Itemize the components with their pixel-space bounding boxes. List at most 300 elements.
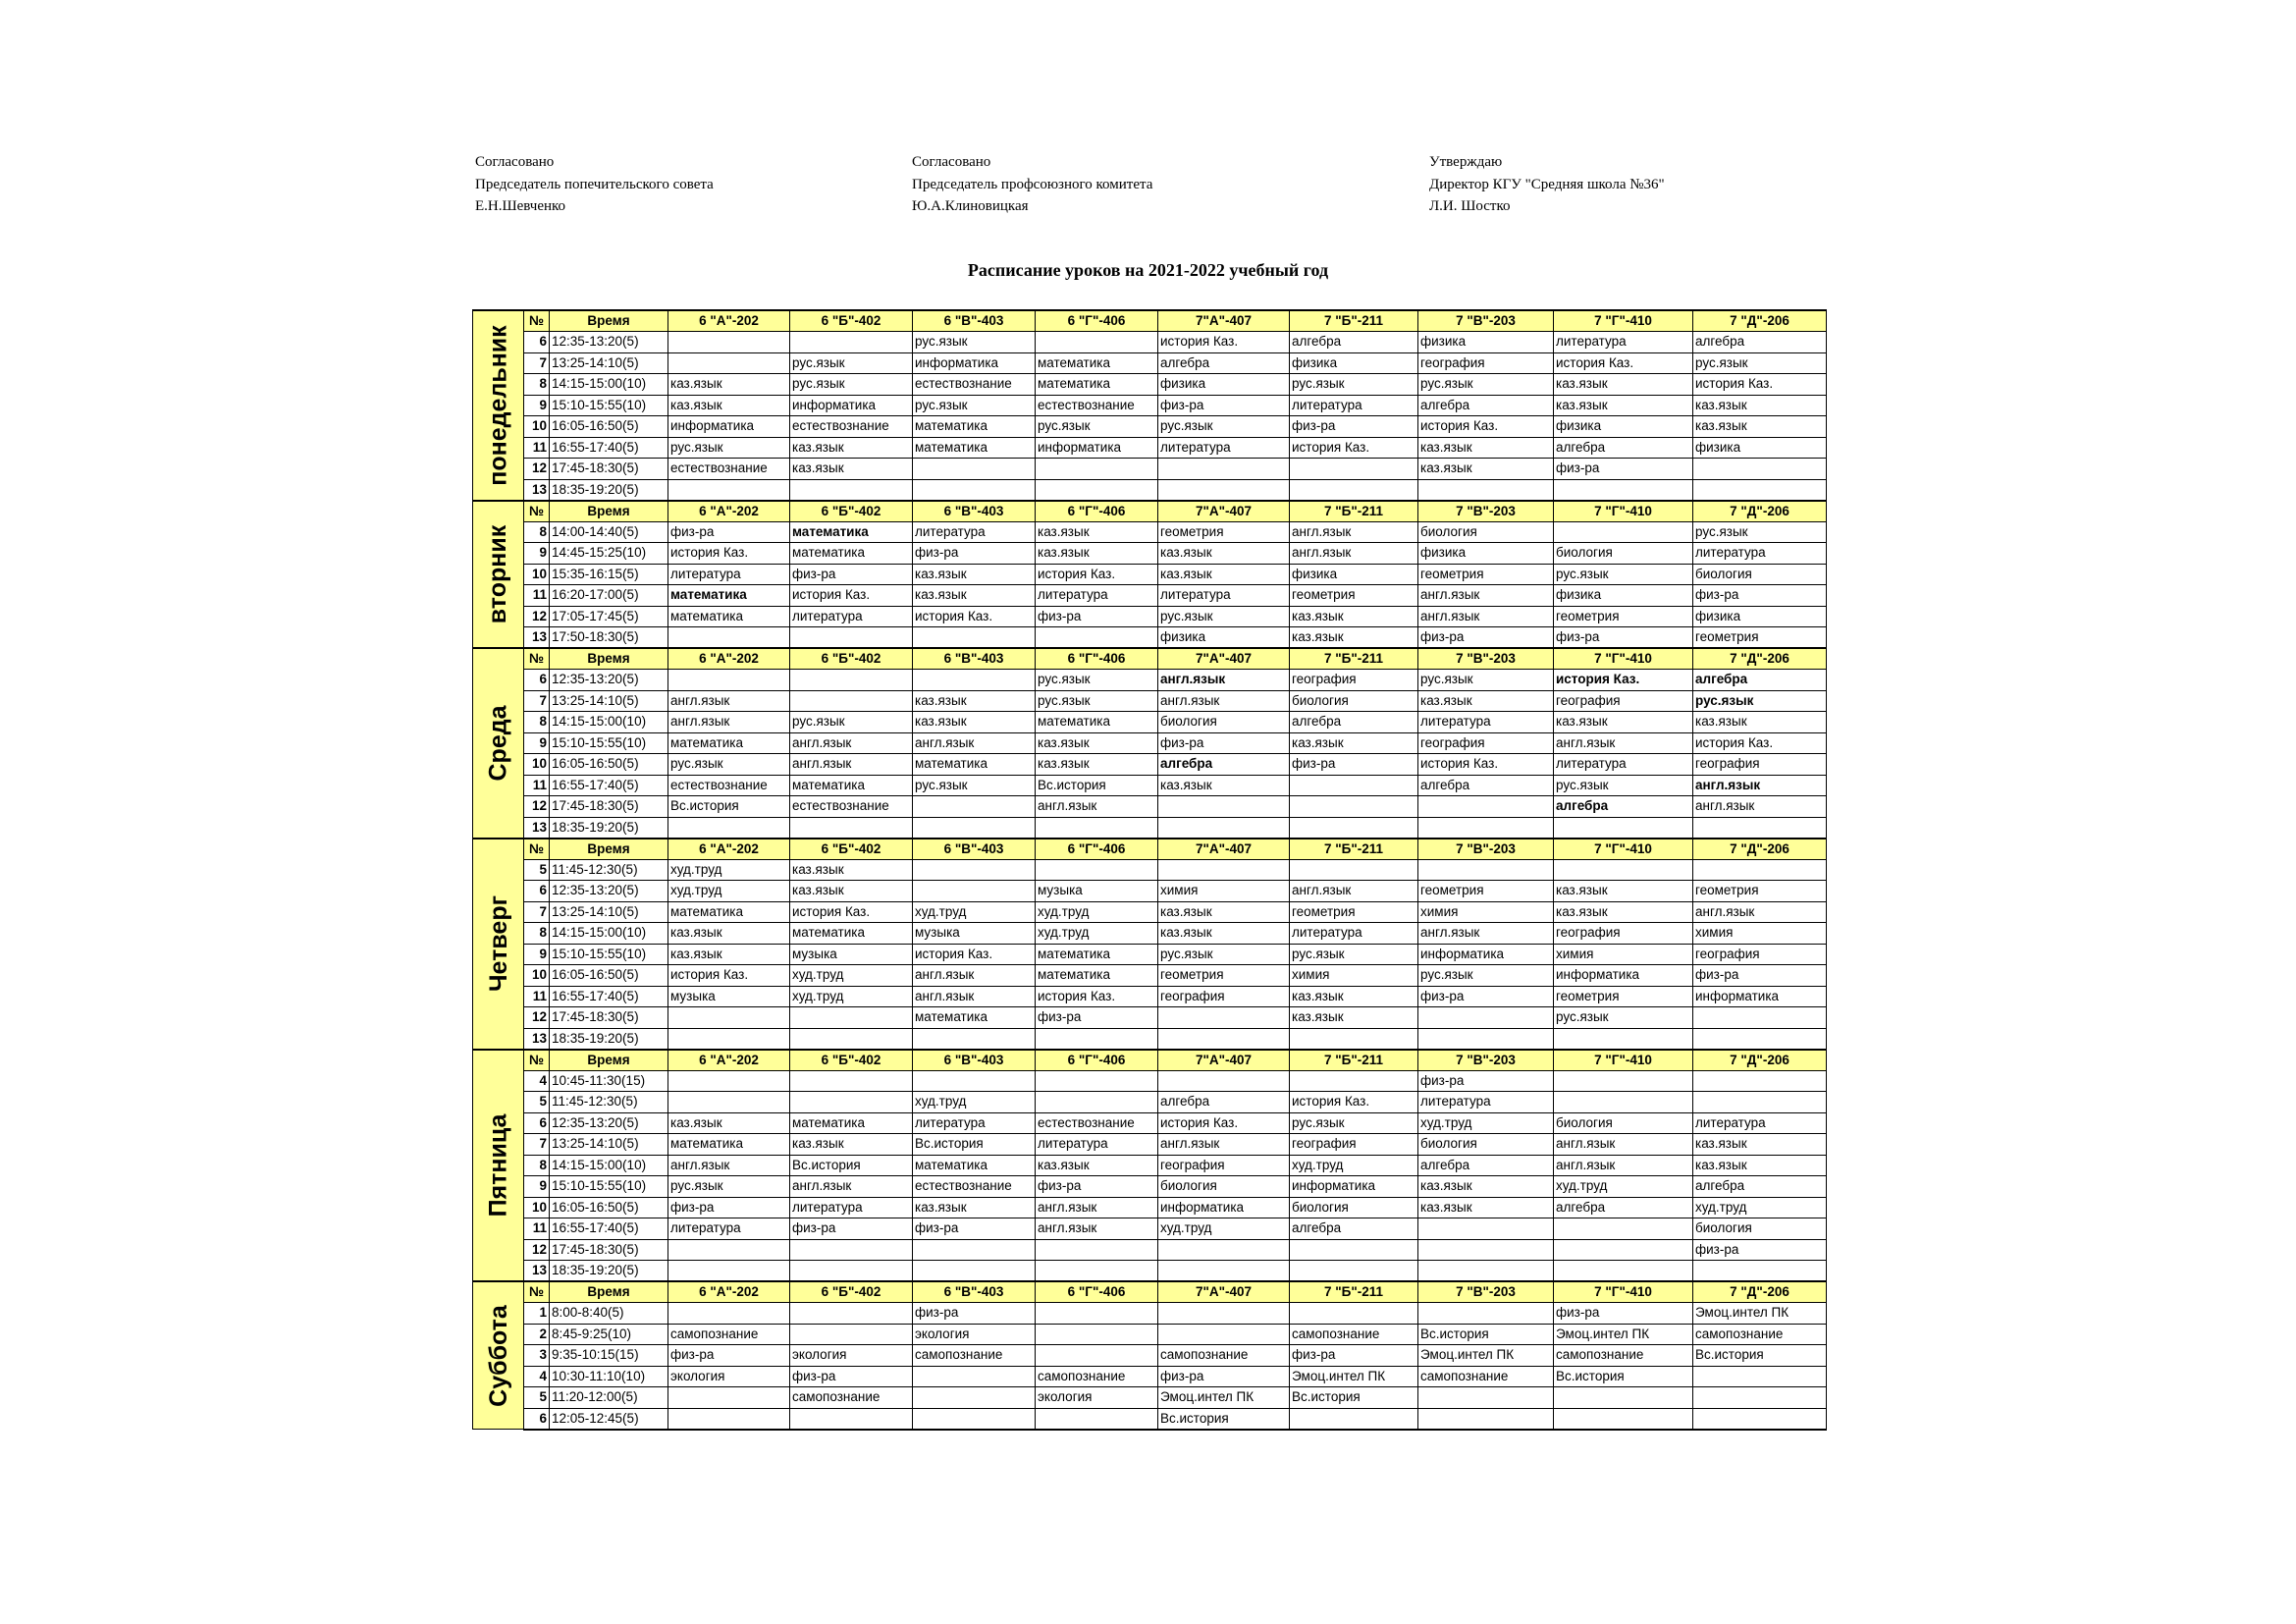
lesson-time: 14:15-15:00(10) <box>550 374 668 396</box>
subject-cell: биология <box>1554 543 1693 565</box>
subject-cell <box>913 881 1036 902</box>
subject-cell <box>913 1070 1036 1092</box>
subject-cell: англ.язык <box>790 732 913 754</box>
subject-cell: физика <box>1693 437 1827 459</box>
subject-cell: Вс.история <box>790 1155 913 1176</box>
subject-cell: физ-ра <box>1036 606 1158 627</box>
subject-cell <box>790 1070 913 1092</box>
subject-cell: химия <box>1158 881 1290 902</box>
subject-cell <box>1693 1092 1827 1113</box>
subject-cell: каз.язык <box>668 1112 790 1134</box>
subject-cell <box>1693 1070 1827 1092</box>
lesson-row <box>473 564 1827 585</box>
subject-cell: биология <box>1158 1176 1290 1198</box>
subject-cell <box>668 352 790 374</box>
subject-cell: физ-ра <box>1418 1070 1554 1092</box>
header-class: 7 "Б"-211 <box>1290 1281 1418 1303</box>
lesson-time: 13:25-14:10(5) <box>550 690 668 712</box>
lesson-number: 11 <box>524 775 550 796</box>
subject-cell: Вс.история <box>1158 1408 1290 1430</box>
subject-cell <box>1036 1070 1158 1092</box>
subject-cell <box>1418 1303 1554 1325</box>
header-class: 7 "Д"-206 <box>1693 310 1827 332</box>
lesson-number: 6 <box>524 881 550 902</box>
subject-cell: математика <box>913 437 1036 459</box>
subject-cell: худ.труд <box>913 901 1036 923</box>
day-name: понедельник <box>484 325 512 486</box>
subject-cell: алгебра <box>1554 796 1693 818</box>
subject-cell <box>1036 859 1158 881</box>
subject-cell: география <box>1418 352 1554 374</box>
lesson-row <box>473 1155 1827 1176</box>
subject-cell: геометрия <box>1693 627 1827 649</box>
lesson-number: 8 <box>524 712 550 733</box>
header-class: 6 "Г"-406 <box>1036 501 1158 522</box>
subject-cell: худ.труд <box>1036 901 1158 923</box>
lesson-number: 6 <box>524 670 550 691</box>
subject-cell: алгебра <box>1158 1092 1290 1113</box>
lesson-time: 18:35-19:20(5) <box>550 817 668 839</box>
subject-cell: худ.труд <box>668 859 790 881</box>
subject-cell: биология <box>1290 690 1418 712</box>
subject-cell: алгебра <box>1290 1218 1418 1240</box>
lesson-row <box>473 1092 1827 1113</box>
subject-cell: каз.язык <box>668 944 790 965</box>
subject-cell <box>913 1408 1036 1430</box>
subject-cell: алгебра <box>1158 352 1290 374</box>
subject-cell: самопознание <box>1290 1324 1418 1345</box>
subject-cell: каз.язык <box>1693 416 1827 438</box>
header-class: 7 "Б"-211 <box>1290 1050 1418 1071</box>
subject-cell: рус.язык <box>1693 352 1827 374</box>
subject-cell: Вс.история <box>1036 775 1158 796</box>
subject-cell: физ-ра <box>1158 732 1290 754</box>
subject-cell <box>668 817 790 839</box>
subject-cell: рус.язык <box>668 754 790 776</box>
subject-cell: математика <box>1036 712 1158 733</box>
subject-cell <box>1158 1239 1290 1261</box>
subject-cell <box>1554 1387 1693 1409</box>
subject-cell: физ-ра <box>1290 416 1418 438</box>
header-class: 7 "Б"-211 <box>1290 839 1418 860</box>
subject-cell: геометрия <box>1554 986 1693 1007</box>
day-label-cell <box>473 648 524 839</box>
subject-cell <box>1693 1261 1827 1282</box>
document-title: Расписание уроков на 2021-2022 учебный год <box>967 260 1329 280</box>
subject-cell: история Каз. <box>1290 1092 1418 1113</box>
subject-cell <box>668 1408 790 1430</box>
subject-cell: литература <box>668 1218 790 1240</box>
subject-cell: худ.труд <box>1554 1176 1693 1198</box>
subject-cell: англ.язык <box>1693 901 1827 923</box>
lesson-number: 13 <box>524 1028 550 1050</box>
subject-cell: литература <box>1158 437 1290 459</box>
lesson-time: 18:35-19:20(5) <box>550 1261 668 1282</box>
subject-cell <box>1290 775 1418 796</box>
lesson-number: 8 <box>524 923 550 945</box>
lesson-row <box>473 627 1827 649</box>
lesson-time: 18:35-19:20(5) <box>550 1028 668 1050</box>
header-class: 6 "А"-202 <box>668 310 790 332</box>
lesson-number: 13 <box>524 1261 550 1282</box>
lesson-time: 18:35-19:20(5) <box>550 479 668 501</box>
subject-cell: литература <box>1036 585 1158 607</box>
subject-cell: Вс.история <box>668 796 790 818</box>
subject-cell <box>1036 459 1158 480</box>
subject-cell: экология <box>790 1345 913 1367</box>
subject-cell <box>1036 1324 1158 1345</box>
lesson-time: 16:05-16:50(5) <box>550 965 668 987</box>
subject-cell <box>668 1387 790 1409</box>
lesson-time: 16:55-17:40(5) <box>550 775 668 796</box>
subject-cell: информатика <box>1290 1176 1418 1198</box>
subject-cell: рус.язык <box>790 352 913 374</box>
lesson-time: 12:35-13:20(5) <box>550 1112 668 1134</box>
subject-cell <box>668 627 790 649</box>
subject-cell: география <box>1418 732 1554 754</box>
subject-cell <box>1418 817 1554 839</box>
lesson-time: 14:15-15:00(10) <box>550 1155 668 1176</box>
subject-cell: англ.язык <box>1418 923 1554 945</box>
subject-cell: естествознание <box>668 775 790 796</box>
subject-cell <box>1554 817 1693 839</box>
subject-cell: алгебра <box>1418 1155 1554 1176</box>
subject-cell: рус.язык <box>1418 670 1554 691</box>
lesson-row <box>473 395 1827 416</box>
lesson-row <box>473 1387 1827 1409</box>
subject-cell <box>1036 1408 1158 1430</box>
lesson-row <box>473 1218 1827 1240</box>
lesson-time: 16:55-17:40(5) <box>550 437 668 459</box>
lesson-number: 4 <box>524 1070 550 1092</box>
subject-cell: естествознание <box>913 374 1036 396</box>
subject-cell: физ-ра <box>668 521 790 543</box>
subject-cell <box>1036 1028 1158 1050</box>
header-class: 7 "Г"-410 <box>1554 501 1693 522</box>
subject-cell: рус.язык <box>1554 1007 1693 1029</box>
subject-cell <box>1158 1070 1290 1092</box>
subject-cell: химия <box>1290 965 1418 987</box>
subject-cell: история Каз. <box>1554 670 1693 691</box>
subject-cell: англ.язык <box>1418 585 1554 607</box>
approval-line: Согласовано <box>475 154 555 170</box>
subject-cell: химия <box>1554 944 1693 965</box>
header-class: 7 "В"-203 <box>1418 310 1554 332</box>
subject-cell: физ-ра <box>790 1218 913 1240</box>
subject-cell: Эмоц.интел ПК <box>1418 1345 1554 1367</box>
subject-cell <box>1036 1261 1158 1282</box>
subject-cell: музыка <box>1036 881 1158 902</box>
subject-cell <box>1693 1028 1827 1050</box>
approval-line: Председатель профсоюзного комитета <box>912 176 1153 192</box>
subject-cell: математика <box>790 1112 913 1134</box>
lesson-time: 16:55-17:40(5) <box>550 1218 668 1240</box>
subject-cell <box>1418 796 1554 818</box>
lesson-number: 11 <box>524 437 550 459</box>
subject-cell: каз.язык <box>790 859 913 881</box>
schedule-wrapper <box>472 309 1827 1431</box>
header-time: Время <box>550 1281 668 1303</box>
subject-cell <box>913 796 1036 818</box>
subject-cell: физика <box>1418 332 1554 353</box>
lesson-number: 9 <box>524 732 550 754</box>
subject-cell: каз.язык <box>790 437 913 459</box>
subject-cell: каз.язык <box>913 585 1036 607</box>
header-class: 7"А"-407 <box>1158 310 1290 332</box>
day-name: Четверг <box>484 894 512 993</box>
subject-cell <box>790 817 913 839</box>
subject-cell: худ.труд <box>1290 1155 1418 1176</box>
lesson-row <box>473 881 1827 902</box>
subject-cell: естествознание <box>668 459 790 480</box>
header-class: 7 "Д"-206 <box>1693 1281 1827 1303</box>
lesson-number: 10 <box>524 1197 550 1218</box>
subject-cell: рус.язык <box>1158 606 1290 627</box>
subject-cell <box>1554 1218 1693 1240</box>
subject-cell: каз.язык <box>1418 690 1554 712</box>
subject-cell: история Каз. <box>1290 437 1418 459</box>
subject-cell <box>1290 1408 1418 1430</box>
subject-cell: история Каз. <box>1158 332 1290 353</box>
subject-cell <box>1158 459 1290 480</box>
lesson-row <box>473 670 1827 691</box>
subject-cell <box>1036 817 1158 839</box>
subject-cell: англ.язык <box>1290 881 1418 902</box>
subject-cell: рус.язык <box>1158 944 1290 965</box>
day-label-cell <box>473 1281 524 1430</box>
subject-cell: естествознание <box>790 796 913 818</box>
subject-cell: история Каз. <box>1693 374 1827 396</box>
subject-cell <box>1036 1345 1158 1367</box>
subject-cell <box>1158 859 1290 881</box>
subject-cell <box>1418 1218 1554 1240</box>
lesson-row <box>473 437 1827 459</box>
subject-cell: история Каз. <box>1554 352 1693 374</box>
day-label-cell <box>473 501 524 649</box>
subject-cell: физ-ра <box>913 1303 1036 1325</box>
subject-cell: музыка <box>668 986 790 1007</box>
lesson-number: 4 <box>524 1366 550 1387</box>
subject-cell: англ.язык <box>1554 1134 1693 1156</box>
approvals-section <box>0 151 2296 220</box>
subject-cell <box>668 670 790 691</box>
subject-cell: самопознание <box>1418 1366 1554 1387</box>
lesson-number: 11 <box>524 585 550 607</box>
subject-cell: самопознание <box>1693 1324 1827 1345</box>
lesson-time: 16:05-16:50(5) <box>550 1197 668 1218</box>
subject-cell <box>790 1092 913 1113</box>
subject-cell <box>1290 459 1418 480</box>
subject-cell: естествознание <box>913 1176 1036 1198</box>
header-class: 6 "Б"-402 <box>790 501 913 522</box>
lesson-row <box>473 859 1827 881</box>
subject-cell: англ.язык <box>790 1176 913 1198</box>
subject-cell: физ-ра <box>1036 1176 1158 1198</box>
subject-cell: математика <box>790 775 913 796</box>
subject-cell: география <box>1158 1155 1290 1176</box>
lesson-time: 12:05-12:45(5) <box>550 1408 668 1430</box>
subject-cell <box>1554 1070 1693 1092</box>
subject-cell: самопознание <box>1554 1345 1693 1367</box>
subject-cell: Эмоц.интел ПК <box>1693 1303 1827 1325</box>
lesson-row <box>473 585 1827 607</box>
subject-cell <box>1290 817 1418 839</box>
lesson-number: 5 <box>524 859 550 881</box>
lesson-time: 9:35-10:15(15) <box>550 1345 668 1367</box>
subject-cell: каз.язык <box>1693 395 1827 416</box>
subject-cell: каз.язык <box>1554 901 1693 923</box>
approval-block-trustees <box>475 151 714 218</box>
subject-cell: англ.язык <box>1554 732 1693 754</box>
header-class: 7 "В"-203 <box>1418 648 1554 670</box>
subject-cell: информатика <box>1693 986 1827 1007</box>
lesson-time: 11:45-12:30(5) <box>550 1092 668 1113</box>
subject-cell <box>913 627 1036 649</box>
header-class: 7 "Г"-410 <box>1554 1281 1693 1303</box>
subject-cell <box>1036 1239 1158 1261</box>
approval-line: Ю.А.Клиновицкая <box>912 198 1029 214</box>
subject-cell: Вс.история <box>1290 1387 1418 1409</box>
subject-cell <box>913 1239 1036 1261</box>
lesson-row <box>473 1134 1827 1156</box>
header-class: 7 "Д"-206 <box>1693 839 1827 860</box>
subject-cell: физика <box>1554 585 1693 607</box>
subject-cell: экология <box>668 1366 790 1387</box>
subject-cell <box>1554 521 1693 543</box>
subject-cell: каз.язык <box>913 1197 1036 1218</box>
lesson-row <box>473 1324 1827 1345</box>
lesson-number: 6 <box>524 1408 550 1430</box>
header-class: 6 "В"-403 <box>913 310 1036 332</box>
approval-line: Председатель попечительского совета <box>475 176 714 192</box>
subject-cell: рус.язык <box>1554 775 1693 796</box>
subject-cell: каз.язык <box>1554 881 1693 902</box>
subject-cell: физика <box>1693 606 1827 627</box>
subject-cell: геометрия <box>1158 521 1290 543</box>
subject-cell <box>1290 796 1418 818</box>
subject-cell: география <box>1290 670 1418 691</box>
subject-cell: алгебра <box>1693 332 1827 353</box>
subject-cell: каз.язык <box>1290 627 1418 649</box>
lesson-time: 15:35-16:15(5) <box>550 564 668 585</box>
subject-cell: каз.язык <box>1290 606 1418 627</box>
header-class: 7"А"-407 <box>1158 1050 1290 1071</box>
subject-cell: история Каз. <box>668 965 790 987</box>
subject-cell: литература <box>1290 923 1418 945</box>
subject-cell <box>668 1070 790 1092</box>
header-number: № <box>524 839 550 860</box>
subject-cell <box>790 1007 913 1029</box>
subject-cell: математика <box>1036 965 1158 987</box>
subject-cell: физ-ра <box>1418 627 1554 649</box>
day-name: Среда <box>484 705 512 782</box>
subject-cell: экология <box>1036 1387 1158 1409</box>
subject-cell: информатика <box>913 352 1036 374</box>
subject-cell <box>913 817 1036 839</box>
subject-cell: естествознание <box>1036 395 1158 416</box>
lesson-time: 8:45-9:25(10) <box>550 1324 668 1345</box>
subject-cell: биология <box>1418 521 1554 543</box>
subject-cell <box>668 1092 790 1113</box>
subject-cell <box>1693 1408 1827 1430</box>
subject-cell <box>1290 1028 1418 1050</box>
lesson-time: 17:45-18:30(5) <box>550 459 668 480</box>
lesson-row <box>473 796 1827 818</box>
subject-cell: каз.язык <box>668 923 790 945</box>
subject-cell: рус.язык <box>1418 374 1554 396</box>
subject-cell: англ.язык <box>913 965 1036 987</box>
lesson-time: 12:35-13:20(5) <box>550 332 668 353</box>
subject-cell <box>1036 1303 1158 1325</box>
subject-cell: физ-ра <box>1693 1239 1827 1261</box>
subject-cell: физика <box>1158 627 1290 649</box>
subject-cell: математика <box>913 754 1036 776</box>
header-time: Время <box>550 501 668 522</box>
subject-cell <box>668 332 790 353</box>
subject-cell: каз.язык <box>1036 521 1158 543</box>
day-name: Суббота <box>484 1304 512 1407</box>
schedule-body <box>473 310 1827 1430</box>
subject-cell: англ.язык <box>1290 543 1418 565</box>
subject-cell: самопознание <box>1158 1345 1290 1367</box>
subject-cell: музыка <box>913 923 1036 945</box>
lesson-number: 7 <box>524 901 550 923</box>
header-class: 7 "Б"-211 <box>1290 648 1418 670</box>
subject-cell: каз.язык <box>1036 754 1158 776</box>
lesson-row <box>473 1197 1827 1218</box>
subject-cell <box>1290 1261 1418 1282</box>
subject-cell <box>1036 627 1158 649</box>
subject-cell: математика <box>790 923 913 945</box>
subject-cell: география <box>1554 690 1693 712</box>
lesson-number: 13 <box>524 627 550 649</box>
header-class: 6 "А"-202 <box>668 648 790 670</box>
lesson-number: 10 <box>524 564 550 585</box>
subject-cell: геометрия <box>1290 901 1418 923</box>
subject-cell <box>1158 1303 1290 1325</box>
subject-cell <box>913 1366 1036 1387</box>
header-class: 6 "А"-202 <box>668 1050 790 1071</box>
lesson-time: 16:05-16:50(5) <box>550 754 668 776</box>
subject-cell: литература <box>1693 1112 1827 1134</box>
lesson-number: 6 <box>524 332 550 353</box>
subject-cell: математика <box>668 606 790 627</box>
subject-cell: история Каз. <box>913 606 1036 627</box>
subject-cell: англ.язык <box>913 732 1036 754</box>
header-class: 7 "Г"-410 <box>1554 648 1693 670</box>
subject-cell: физ-ра <box>1554 627 1693 649</box>
subject-cell: физ-ра <box>1290 754 1418 776</box>
subject-cell: рус.язык <box>668 1176 790 1198</box>
lesson-number: 13 <box>524 817 550 839</box>
subject-cell: история Каз. <box>1036 564 1158 585</box>
subject-cell: литература <box>1693 543 1827 565</box>
lesson-time: 12:35-13:20(5) <box>550 670 668 691</box>
subject-cell: физика <box>1418 543 1554 565</box>
subject-cell: информатика <box>1036 437 1158 459</box>
subject-cell: рус.язык <box>1418 965 1554 987</box>
subject-cell <box>1158 1028 1290 1050</box>
header-class: 7 "В"-203 <box>1418 839 1554 860</box>
lesson-time: 13:25-14:10(5) <box>550 1134 668 1156</box>
lesson-time: 16:55-17:40(5) <box>550 986 668 1007</box>
subject-cell: каз.язык <box>1554 712 1693 733</box>
subject-cell: история Каз. <box>1418 754 1554 776</box>
subject-cell <box>668 1303 790 1325</box>
subject-cell: литература <box>1554 754 1693 776</box>
lesson-number: 7 <box>524 352 550 374</box>
lesson-row <box>473 712 1827 733</box>
